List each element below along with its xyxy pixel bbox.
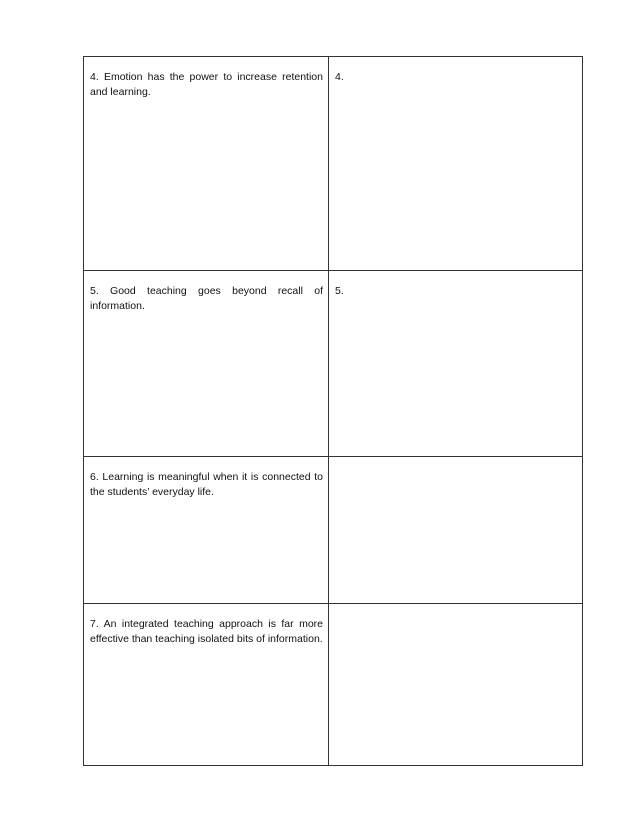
table-row [84, 457, 583, 604]
response-text: 5. [335, 285, 344, 297]
reflection-table [83, 56, 583, 766]
statement-cell [84, 604, 329, 766]
statement-text: 7. An integrated teaching approach is far more effective than teaching isolated bits of information. [90, 618, 323, 645]
table-row [84, 271, 583, 457]
response-cell[interactable] [329, 457, 583, 604]
statement-cell [84, 271, 329, 457]
statement-text: 4. Emotion has the power to increase retention and learning. [90, 71, 323, 98]
table-row [84, 57, 583, 271]
statement-text: 6. Learning is meaningful when it is connected to the students’ everyday life. [90, 471, 323, 498]
table-row [84, 604, 583, 766]
response-cell[interactable] [329, 271, 583, 457]
statement-text: 5. Good teaching goes beyond recall of information. [90, 285, 323, 312]
response-text: 4. [335, 71, 344, 83]
statement-cell [84, 457, 329, 604]
statement-cell [84, 57, 329, 271]
response-cell[interactable] [329, 57, 583, 271]
response-cell[interactable] [329, 604, 583, 766]
